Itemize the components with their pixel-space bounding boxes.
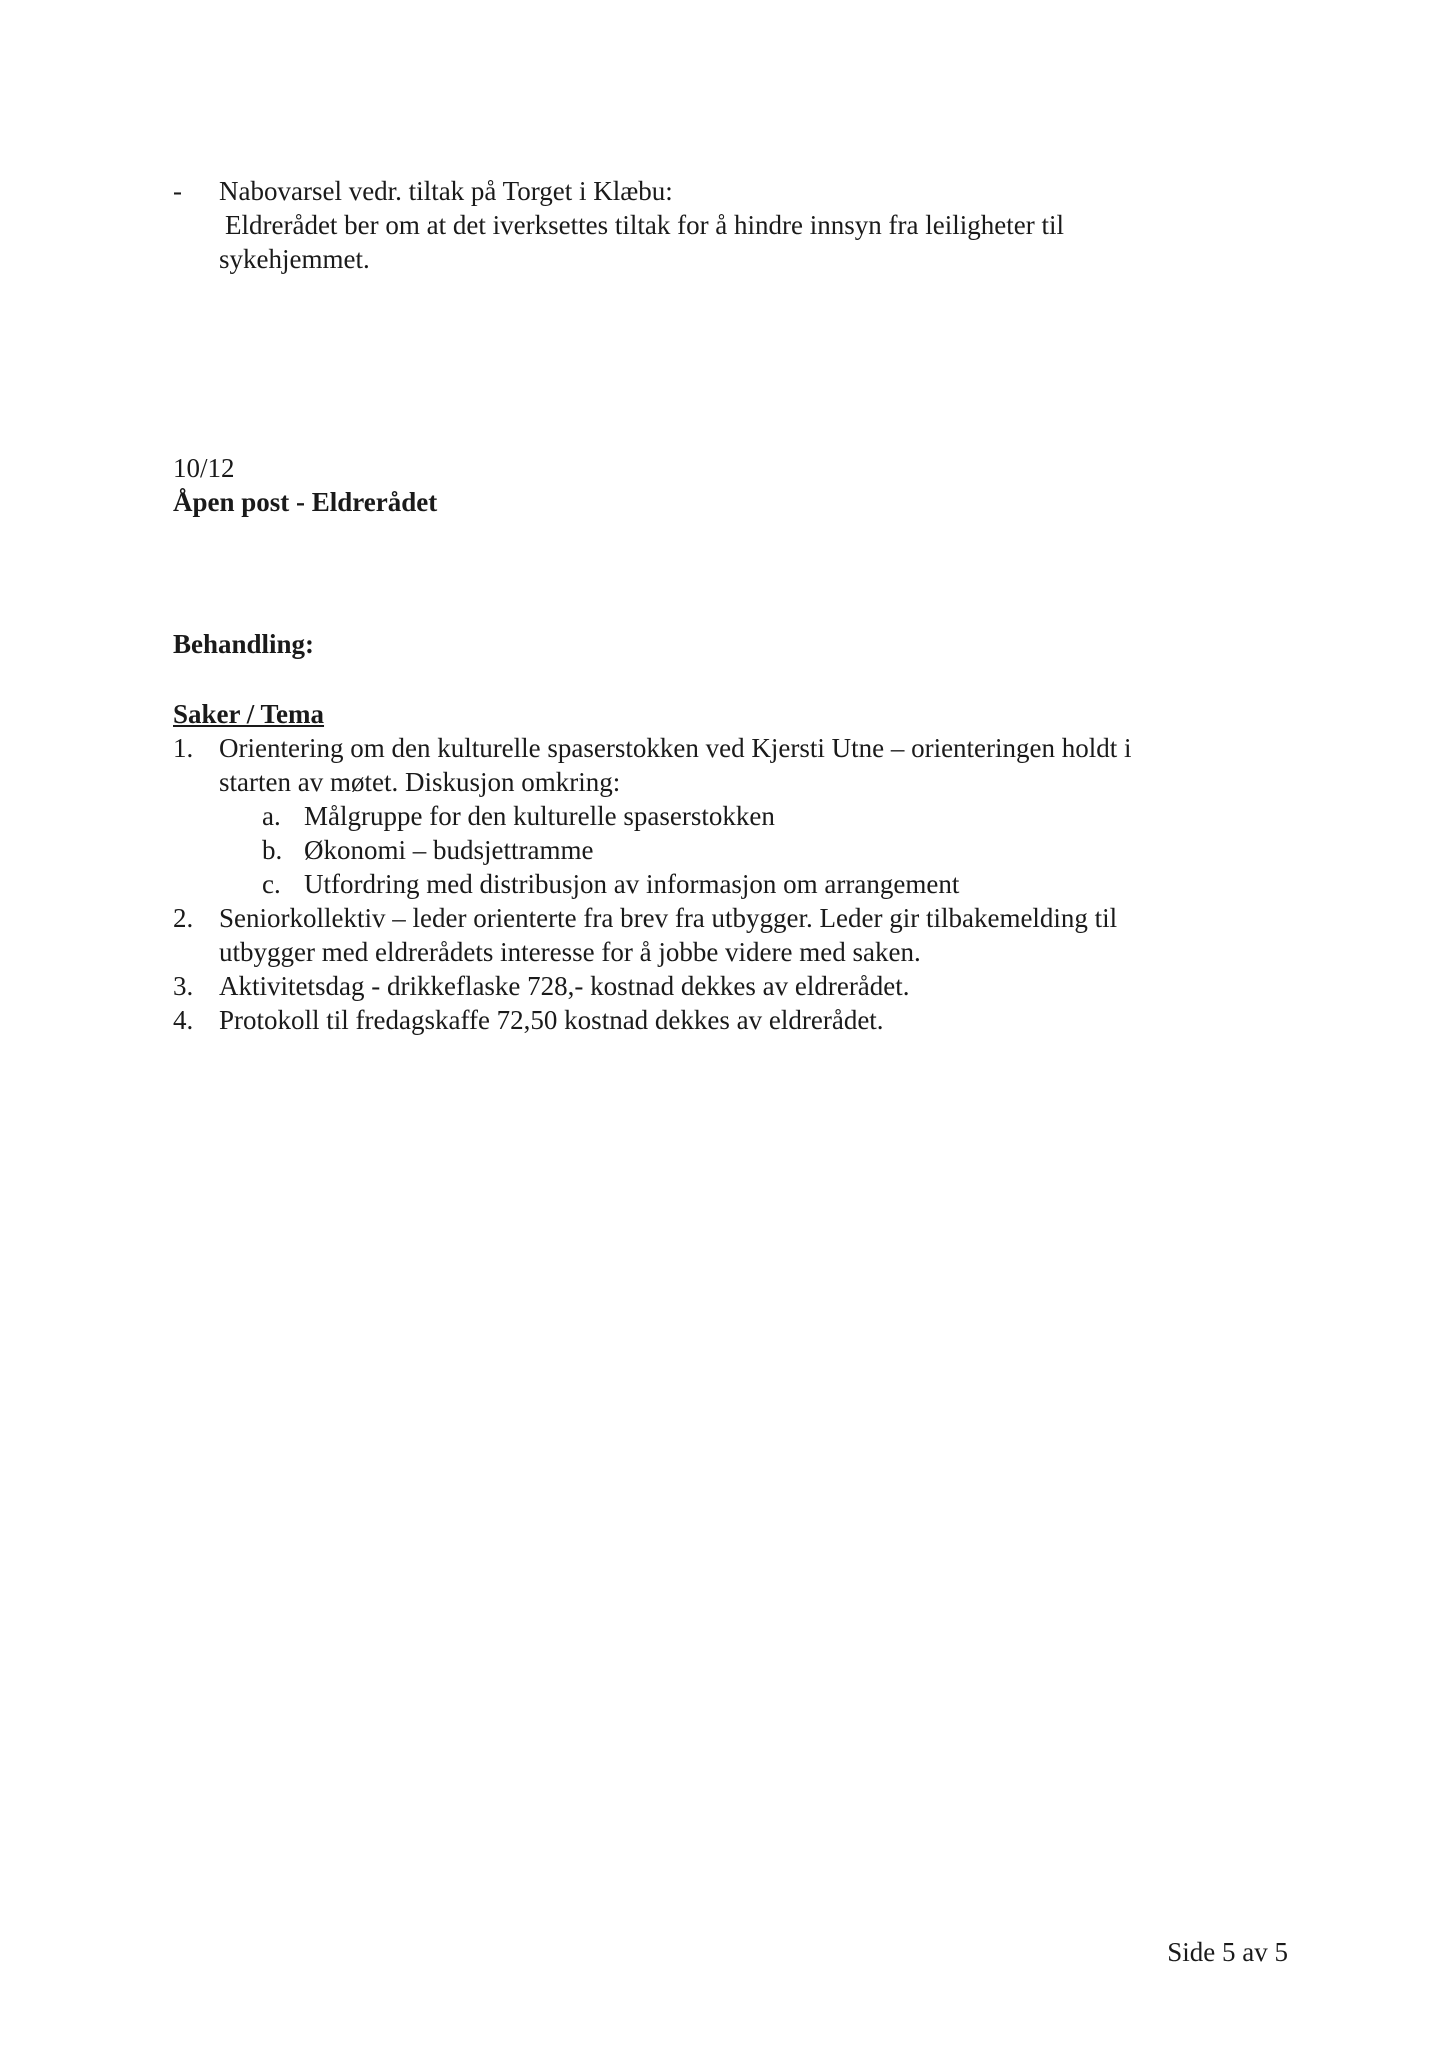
list-item <box>173 731 1273 901</box>
list-item-number: 1. <box>173 733 194 763</box>
topics-heading: Saker / Tema <box>173 699 325 729</box>
list-item-text <box>219 731 1273 799</box>
treatment-label: Behandling: <box>173 629 315 659</box>
list-item-line: Aktivitetsdag - drikkeflaske 728,- kostnad dekkes av eldrerådet. <box>219 971 910 1001</box>
list-item-line: Protokoll til fredagskaffe 72,50 kostnad dekkes av eldrerådet. <box>219 1005 884 1035</box>
neighbor-notice-line: Eldrerådet ber om at det iverksettes tiltak for å hindre innsyn fra leiligheter til <box>225 210 1064 240</box>
list-item <box>173 1003 1273 1037</box>
sub-list-letter: a. <box>262 801 281 831</box>
list-item-line: starten av møtet. Diskusjon omkring: <box>219 767 621 797</box>
list-item-line: utbygger med eldrerådets interesse for å jobbe videre med saken. <box>219 937 921 967</box>
sub-list-letter: b. <box>262 835 283 865</box>
sub-list-text: Utfordring med distribusjon av informasjon om arrangement <box>304 869 960 899</box>
neighbor-notice-text <box>219 174 1219 276</box>
sub-list-item <box>262 833 1273 867</box>
page-footer: Side 5 av 5 <box>1167 1937 1288 1967</box>
sub-list-item <box>262 799 1273 833</box>
list-item-line: Orientering om den kulturelle spaserstokken ved Kjersti Utne – orienteringen holdt i <box>219 733 1132 763</box>
topics-list <box>173 731 1273 1037</box>
list-item <box>173 969 1273 1003</box>
case-number: 10/12 <box>173 453 235 483</box>
sub-list <box>262 799 1273 901</box>
list-item-number: 4. <box>173 1005 194 1035</box>
case-title: Åpen post - Eldrerådet <box>173 487 438 517</box>
list-item-line: Seniorkollektiv – leder orienterte fra brev fra utbygger. Leder gir tilbakemelding til <box>219 903 1118 933</box>
list-item-number: 2. <box>173 903 194 933</box>
sub-list-item <box>262 867 1273 901</box>
neighbor-notice-heading: Nabovarsel vedr. tiltak på Torget i Klæbu: <box>219 176 673 206</box>
list-item-number: 3. <box>173 971 194 1001</box>
neighbor-notice-line: sykehjemmet. <box>219 244 370 274</box>
list-item-text <box>219 1003 1273 1037</box>
list-item-text <box>219 969 1273 1003</box>
list-item <box>173 901 1273 969</box>
sub-list-letter: c. <box>262 869 281 899</box>
dash-bullet: - <box>173 176 182 206</box>
list-item-text <box>219 901 1273 969</box>
sub-list-text: Målgruppe for den kulturelle spaserstokken <box>304 801 775 831</box>
sub-list-text: Økonomi – budsjettramme <box>304 835 594 865</box>
